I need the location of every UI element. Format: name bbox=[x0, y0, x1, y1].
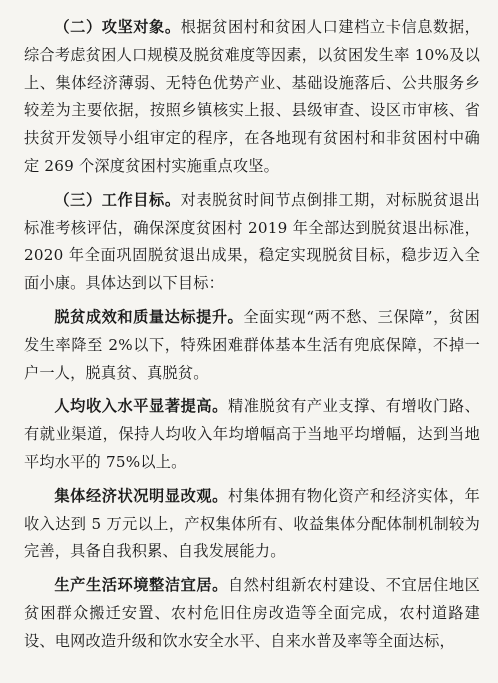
paragraph-body: 村集体拥有物化资产和经济实体，年收入达到 5 万元以上，产权集体所有、收益集体分配体制机制较为完善，具备自我积累、自我发展能力。 bbox=[24, 486, 481, 561]
paragraph-lead: 生产生活环境整洁宜居。 bbox=[54, 576, 228, 595]
paragraph-lead: （三）工作目标。 bbox=[54, 190, 181, 209]
paragraph-body: 自然村组新农村建设、不宜居住地区贫困群众搬迁安置、农村危旧住房改造等全面完成，农村道路建设、电网改造升级和饮水安全水平、自来水普及率等全面达标， bbox=[24, 576, 481, 650]
paragraph-income bbox=[24, 393, 480, 476]
paragraph-body: 精准脱贫有产业支撑、有增收门路、有就业渠道，保持人均收入年均增幅高于当地平均增幅，达到当地平均水平的 75%以上。 bbox=[24, 397, 481, 471]
paragraph-lead: （二）攻坚对象。 bbox=[54, 18, 181, 36]
paragraph-poverty-results bbox=[24, 304, 480, 387]
paragraph-target-objects bbox=[24, 14, 480, 181]
paragraph-living-environment bbox=[24, 572, 480, 655]
paragraph-lead: 人均收入水平显著提高。 bbox=[54, 397, 228, 416]
paragraph-lead: 集体经济状况明显改观。 bbox=[54, 486, 228, 505]
paragraph-work-goals bbox=[24, 187, 480, 298]
paragraph-body: 全面实现“两不愁、三保障”，贫困发生率降至 2%以下，特殊困难群体基本生活有兜底保障，不掉一户一人，脱真贫、真脱贫。 bbox=[24, 307, 480, 382]
paragraph-body: 对表脱贫时间节点倒排工期，对标脱贫退出标准考核评估，确保深度贫困村 2019 年全部达到脱贫退出标准，2020 年全面巩固脱贫退出成果，稳定实现脱贫目标，稳步迈入全面小康。具体达到以下目标： bbox=[24, 190, 480, 293]
paragraph-collective-economy bbox=[24, 483, 480, 566]
paragraph-lead: 脱贫成效和质量达标提升。 bbox=[54, 307, 244, 326]
paragraph-body: 根据贫困村和贫困人口建档立卡信息数据，综合考虑贫困人口规模及脱贫难度等因素，以贫困发生率 10%及以上、集体经济薄弱、无特色优势产业、基础设施落后、公共服务乡较差为主要依据，按照乡镇核实上报、县级审查、设区市审核、省扶贫开发领导小组审定的程序，在各地现有贫困村和非贫困村中确定 269 个深度贫困村实施重点攻坚。 bbox=[24, 18, 480, 175]
